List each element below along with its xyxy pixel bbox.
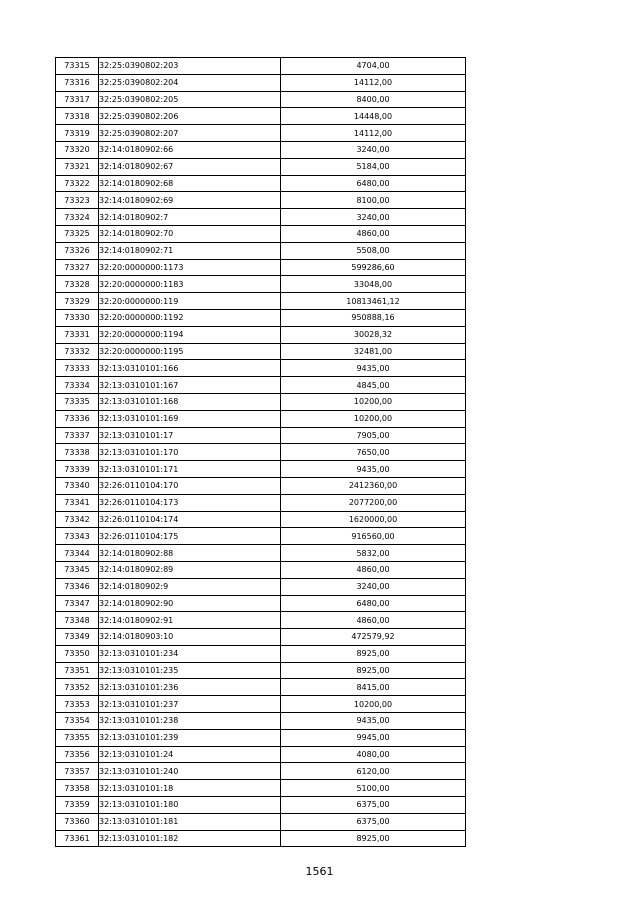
row-number-cell: 73338	[56, 444, 99, 461]
table-row	[56, 780, 466, 797]
cadastral-number-cell: 32:20:0000000:1173	[99, 259, 281, 276]
cadastral-number-cell: 32:14:0180903:10	[99, 629, 281, 646]
value-cell: 30028,32	[281, 326, 466, 343]
row-number-cell: 73322	[56, 175, 99, 192]
value-cell: 8400,00	[281, 91, 466, 108]
table-row	[56, 175, 466, 192]
cadastral-number-cell: 32:25:0390802:207	[99, 125, 281, 142]
table-row	[56, 629, 466, 646]
value-cell: 4860,00	[281, 561, 466, 578]
table-row	[56, 545, 466, 562]
table-row	[56, 360, 466, 377]
value-cell: 4845,00	[281, 377, 466, 394]
row-number-cell: 73327	[56, 259, 99, 276]
row-number-cell: 73346	[56, 578, 99, 595]
cadastral-number-cell: 32:26:0110104:174	[99, 511, 281, 528]
cadastral-number-cell: 32:14:0180902:66	[99, 141, 281, 158]
value-cell: 9435,00	[281, 461, 466, 478]
row-number-cell: 73324	[56, 209, 99, 226]
row-number-cell: 73356	[56, 746, 99, 763]
cadastral-number-cell: 32:14:0180902:88	[99, 545, 281, 562]
table-row	[56, 427, 466, 444]
row-number-cell: 73326	[56, 242, 99, 259]
table-row	[56, 91, 466, 108]
table-row	[56, 259, 466, 276]
table-row	[56, 679, 466, 696]
cadastral-number-cell: 32:13:0310101:17	[99, 427, 281, 444]
value-cell: 4704,00	[281, 58, 466, 75]
cadastral-number-cell: 32:13:0310101:169	[99, 410, 281, 427]
table-row	[56, 763, 466, 780]
row-number-cell: 73355	[56, 729, 99, 746]
table-row	[56, 830, 466, 847]
row-number-cell: 73339	[56, 461, 99, 478]
cadastral-number-cell: 32:25:0390802:203	[99, 58, 281, 75]
value-cell: 7650,00	[281, 444, 466, 461]
row-number-cell: 73330	[56, 309, 99, 326]
value-cell: 10200,00	[281, 410, 466, 427]
cadastral-number-cell: 32:13:0310101:168	[99, 393, 281, 410]
row-number-cell: 73340	[56, 477, 99, 494]
cadastral-number-cell: 32:20:0000000:1194	[99, 326, 281, 343]
row-number-cell: 73352	[56, 679, 99, 696]
row-number-cell: 73316	[56, 74, 99, 91]
table-row	[56, 662, 466, 679]
value-cell: 14112,00	[281, 74, 466, 91]
cadastral-number-cell: 32:13:0310101:24	[99, 746, 281, 763]
value-cell: 8925,00	[281, 830, 466, 847]
table-row	[56, 746, 466, 763]
cadastral-number-cell: 32:14:0180902:69	[99, 192, 281, 209]
table-row	[56, 141, 466, 158]
cadastral-number-cell: 32:25:0390802:204	[99, 74, 281, 91]
value-cell: 6480,00	[281, 595, 466, 612]
table-row	[56, 326, 466, 343]
value-cell: 8415,00	[281, 679, 466, 696]
value-cell: 5100,00	[281, 780, 466, 797]
row-number-cell: 73317	[56, 91, 99, 108]
row-number-cell: 73337	[56, 427, 99, 444]
value-cell: 2412360,00	[281, 477, 466, 494]
value-cell: 9945,00	[281, 729, 466, 746]
cadastral-number-cell: 32:14:0180902:7	[99, 209, 281, 226]
cadastral-number-cell: 32:13:0310101:170	[99, 444, 281, 461]
cadastral-number-cell: 32:20:0000000:1183	[99, 276, 281, 293]
cadastral-number-cell: 32:13:0310101:171	[99, 461, 281, 478]
cadastral-number-cell: 32:25:0390802:205	[99, 91, 281, 108]
table-row	[56, 242, 466, 259]
row-number-cell: 73358	[56, 780, 99, 797]
cadastral-number-cell: 32:14:0180902:89	[99, 561, 281, 578]
value-cell: 9435,00	[281, 360, 466, 377]
table-row	[56, 377, 466, 394]
row-number-cell: 73323	[56, 192, 99, 209]
value-cell: 916560,00	[281, 528, 466, 545]
cadastral-number-cell: 32:13:0310101:166	[99, 360, 281, 377]
cadastral-number-cell: 32:26:0110104:173	[99, 494, 281, 511]
table-row	[56, 444, 466, 461]
cadastral-number-cell: 32:14:0180902:91	[99, 612, 281, 629]
table-row	[56, 578, 466, 595]
page-number: 1561	[305, 865, 334, 878]
table-row	[56, 813, 466, 830]
value-cell: 4080,00	[281, 746, 466, 763]
value-cell: 3240,00	[281, 209, 466, 226]
table-row	[56, 125, 466, 142]
row-number-cell: 73351	[56, 662, 99, 679]
row-number-cell: 73345	[56, 561, 99, 578]
row-number-cell: 73350	[56, 645, 99, 662]
value-cell: 950888,16	[281, 309, 466, 326]
row-number-cell: 73318	[56, 108, 99, 125]
table-row	[56, 511, 466, 528]
cadastral-number-cell: 32:20:0000000:119	[99, 293, 281, 310]
table-row	[56, 713, 466, 730]
cadastral-number-cell: 32:25:0390802:206	[99, 108, 281, 125]
value-cell: 9435,00	[281, 713, 466, 730]
value-cell: 8925,00	[281, 645, 466, 662]
cadastral-number-cell: 32:13:0310101:18	[99, 780, 281, 797]
value-cell: 6480,00	[281, 175, 466, 192]
row-number-cell: 73328	[56, 276, 99, 293]
value-cell: 6375,00	[281, 797, 466, 814]
table-row	[56, 209, 466, 226]
row-number-cell: 73336	[56, 410, 99, 427]
row-number-cell: 73320	[56, 141, 99, 158]
cadastral-number-cell: 32:13:0310101:181	[99, 813, 281, 830]
cadastral-number-cell: 32:13:0310101:240	[99, 763, 281, 780]
table-row	[56, 729, 466, 746]
value-cell: 6120,00	[281, 763, 466, 780]
table-row	[56, 58, 466, 75]
row-number-cell: 73359	[56, 797, 99, 814]
table-row	[56, 494, 466, 511]
cadastral-number-cell: 32:13:0310101:234	[99, 645, 281, 662]
row-number-cell: 73331	[56, 326, 99, 343]
table-row	[56, 293, 466, 310]
value-cell: 5508,00	[281, 242, 466, 259]
row-number-cell: 73353	[56, 696, 99, 713]
row-number-cell: 73347	[56, 595, 99, 612]
row-number-cell: 73335	[56, 393, 99, 410]
row-number-cell: 73329	[56, 293, 99, 310]
table-row	[56, 645, 466, 662]
row-number-cell: 73348	[56, 612, 99, 629]
table-row	[56, 108, 466, 125]
table-row	[56, 410, 466, 427]
cadastral-number-cell: 32:14:0180902:67	[99, 158, 281, 175]
table-row	[56, 309, 466, 326]
table-row	[56, 276, 466, 293]
cadastral-number-cell: 32:13:0310101:180	[99, 797, 281, 814]
table-row	[56, 561, 466, 578]
table-row	[56, 612, 466, 629]
value-cell: 7905,00	[281, 427, 466, 444]
table-row	[56, 595, 466, 612]
table-row	[56, 192, 466, 209]
cadastral-number-cell: 32:20:0000000:1195	[99, 343, 281, 360]
value-cell: 3240,00	[281, 141, 466, 158]
table-row	[56, 797, 466, 814]
row-number-cell: 73315	[56, 58, 99, 75]
cadastral-number-cell: 32:14:0180902:90	[99, 595, 281, 612]
value-cell: 1620000,00	[281, 511, 466, 528]
row-number-cell: 73354	[56, 713, 99, 730]
value-cell: 33048,00	[281, 276, 466, 293]
value-cell: 10813461,12	[281, 293, 466, 310]
value-cell: 10200,00	[281, 696, 466, 713]
value-cell: 14448,00	[281, 108, 466, 125]
value-cell: 14112,00	[281, 125, 466, 142]
value-cell: 472579,92	[281, 629, 466, 646]
cadastral-number-cell: 32:14:0180902:68	[99, 175, 281, 192]
row-number-cell: 73361	[56, 830, 99, 847]
table-row	[56, 461, 466, 478]
row-number-cell: 73343	[56, 528, 99, 545]
row-number-cell: 73342	[56, 511, 99, 528]
value-cell: 5832,00	[281, 545, 466, 562]
row-number-cell: 73349	[56, 629, 99, 646]
row-number-cell: 73321	[56, 158, 99, 175]
cadastral-number-cell: 32:13:0310101:239	[99, 729, 281, 746]
table-row	[56, 477, 466, 494]
value-cell: 2077200,00	[281, 494, 466, 511]
value-cell: 3240,00	[281, 578, 466, 595]
cadastral-number-cell: 32:13:0310101:235	[99, 662, 281, 679]
value-cell: 6375,00	[281, 813, 466, 830]
row-number-cell: 73334	[56, 377, 99, 394]
value-cell: 32481,00	[281, 343, 466, 360]
table-row	[56, 696, 466, 713]
cadastral-number-cell: 32:14:0180902:71	[99, 242, 281, 259]
value-cell: 599286,60	[281, 259, 466, 276]
row-number-cell: 73357	[56, 763, 99, 780]
row-number-cell: 73325	[56, 225, 99, 242]
cadastral-number-cell: 32:13:0310101:238	[99, 713, 281, 730]
value-cell: 10200,00	[281, 393, 466, 410]
cadastral-number-cell: 32:13:0310101:237	[99, 696, 281, 713]
row-number-cell: 73344	[56, 545, 99, 562]
registry-table	[55, 57, 466, 847]
cadastral-number-cell: 32:26:0110104:175	[99, 528, 281, 545]
value-cell: 8100,00	[281, 192, 466, 209]
value-cell: 4860,00	[281, 612, 466, 629]
value-cell: 8925,00	[281, 662, 466, 679]
table-row	[56, 225, 466, 242]
cadastral-number-cell: 32:13:0310101:182	[99, 830, 281, 847]
registry-table-body	[56, 58, 466, 847]
cadastral-number-cell: 32:26:0110104:170	[99, 477, 281, 494]
cadastral-number-cell: 32:20:0000000:1192	[99, 309, 281, 326]
cadastral-number-cell: 32:14:0180902:70	[99, 225, 281, 242]
cadastral-number-cell: 32:13:0310101:167	[99, 377, 281, 394]
table-row	[56, 393, 466, 410]
table-row	[56, 74, 466, 91]
cadastral-number-cell: 32:14:0180902:9	[99, 578, 281, 595]
table-row	[56, 528, 466, 545]
value-cell: 4860,00	[281, 225, 466, 242]
row-number-cell: 73332	[56, 343, 99, 360]
row-number-cell: 73319	[56, 125, 99, 142]
table-row	[56, 158, 466, 175]
row-number-cell: 73333	[56, 360, 99, 377]
table-row	[56, 343, 466, 360]
cadastral-number-cell: 32:13:0310101:236	[99, 679, 281, 696]
value-cell: 5184,00	[281, 158, 466, 175]
row-number-cell: 73341	[56, 494, 99, 511]
row-number-cell: 73360	[56, 813, 99, 830]
